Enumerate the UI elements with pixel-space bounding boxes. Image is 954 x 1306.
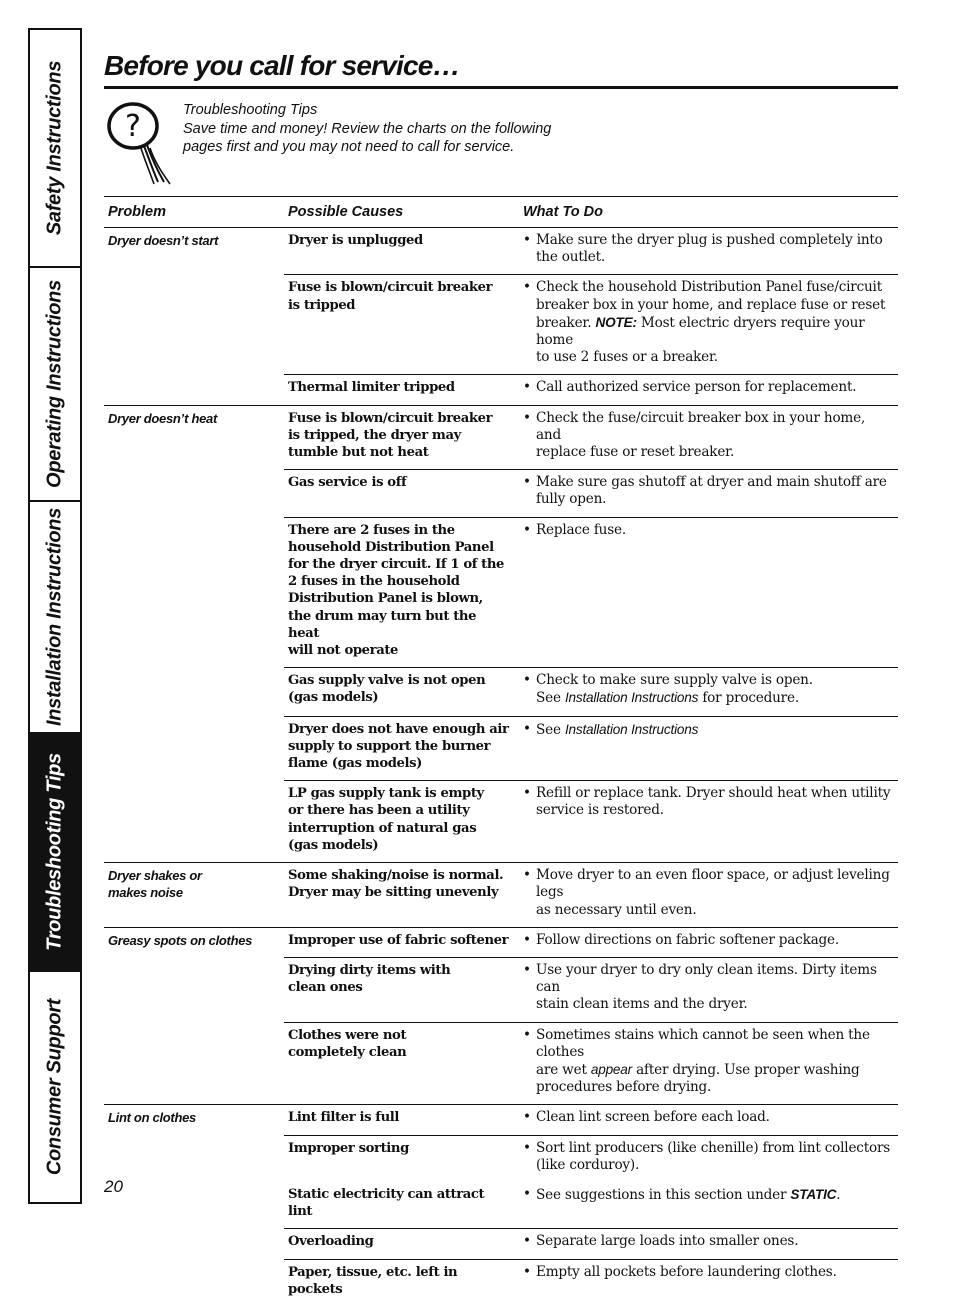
todo-item: • Empty all pockets before laundering clothes. [523, 1264, 892, 1281]
todo-cell [513, 1023, 898, 1105]
tips-line: Save time and money! Review the charts on the following [183, 120, 552, 137]
cause-cell: Gas service is off [288, 475, 407, 491]
problem-label: Dryer doesn’t start [108, 233, 219, 248]
cause-cell: Improper sorting [288, 1140, 409, 1156]
todo-cell [513, 717, 898, 781]
cause-cell: Dryer is unplugged [288, 233, 423, 248]
table-row [284, 1182, 898, 1229]
cause-cell: LP gas supply tank is empty or there has been a utility interruption of natural gas (gas models) [288, 786, 484, 853]
problem-group [104, 928, 898, 1106]
table-row [284, 781, 898, 862]
static-reference: STATIC [790, 1186, 837, 1202]
column-header-problem: Problem [108, 204, 167, 220]
todo-text: after drying. Use proper washing procedures before drying. [536, 1061, 860, 1096]
note-label: NOTE: [595, 314, 637, 330]
todo-item: • Separate large loads into smaller ones. [523, 1233, 892, 1250]
table-row [284, 406, 898, 471]
column-header-causes: Possible Causes [288, 204, 404, 220]
problem-label: Dryer shakes or makes noise [108, 868, 202, 901]
troubleshooting-table [104, 196, 898, 1306]
todo-cell [513, 1182, 898, 1228]
todo-item [523, 279, 892, 366]
emphasis-word: appear [590, 1061, 632, 1077]
todo-text: See suggestions in this section under [536, 1186, 791, 1203]
table-row [284, 668, 898, 716]
manual-reference: Installation Instructions [564, 721, 699, 737]
todo-text: . [836, 1186, 841, 1203]
tips-line: pages first and you may not need to call for service. [183, 139, 515, 155]
table-header [104, 197, 898, 228]
todo-text: See [536, 721, 565, 738]
problem-label: Greasy spots on clothes [108, 932, 253, 948]
todo-cell [513, 668, 898, 715]
todo-item [523, 1027, 892, 1097]
title-divider [104, 86, 898, 89]
cause-cell: Static electricity can attract lint [288, 1186, 485, 1220]
todo-item: • Refill or replace tank. Dryer should heat when utility service is restored. [523, 785, 892, 819]
tips-intro [183, 101, 551, 157]
tab-label: Installation Instructions [43, 507, 66, 727]
todo-item: • Follow directions on fabric softener package. [523, 932, 892, 949]
cause-cell: Overloading [288, 1234, 374, 1250]
todo-cell [513, 518, 898, 668]
todo-cell [513, 275, 898, 374]
todo-cell [513, 863, 898, 927]
table-row [284, 1229, 898, 1259]
problem-group [104, 406, 898, 863]
problem-group [104, 1105, 898, 1306]
todo-text: for procedure. [698, 690, 799, 707]
todo-item: • Move dryer to an even floor space, or adjust leveling legs as necessary until even. [523, 867, 892, 919]
cause-cell: Gas supply valve is not open (gas models) [288, 673, 486, 706]
todo-item: • Sort lint producers (like chenille) from lint collectors (like corduroy). [523, 1140, 892, 1174]
todo-cell [513, 928, 898, 957]
todo-cell [513, 1136, 898, 1182]
todo-cell [513, 958, 898, 1022]
tab-operating-instructions[interactable] [30, 268, 80, 502]
tips-heading: Troubleshooting Tips [183, 102, 318, 118]
table-row [284, 1136, 898, 1182]
table-row [284, 863, 898, 927]
table-row [284, 717, 898, 782]
manual-reference: Installation Instructions [564, 690, 699, 706]
cause-cell: Drying dirty items with clean ones [288, 962, 451, 996]
todo-cell [513, 781, 898, 862]
table-row [284, 228, 898, 275]
todo-cell [513, 375, 898, 404]
column-header-todo: What To Do [523, 204, 603, 220]
problem-label: Dryer doesn’t heat [108, 410, 217, 426]
problem-label: Lint on clothes [108, 1110, 196, 1126]
todo-item [523, 721, 892, 739]
table-row [284, 518, 898, 669]
tab-label: Consumer Support [43, 998, 66, 1176]
tab-label: Safety Instructions [43, 60, 66, 236]
todo-item: • Check the fuse/circuit breaker box in your home, and replace fuse or reset breaker. [523, 410, 892, 462]
cause-cell: There are 2 fuses in the household Distribution Panel for the dryer circuit. If 1 of the 2 fuses in the household Distribution Panel is blown, the drum may turn but the heat will not operate [288, 522, 505, 659]
tab-label: Operating Instructions [43, 280, 66, 488]
cause-cell: Fuse is blown/circuit breaker is tripped, the dryer may tumble but not heat [288, 410, 493, 461]
table-row [284, 1105, 898, 1135]
table-row [284, 375, 898, 404]
table-row [284, 275, 898, 375]
tab-troubleshooting-tips[interactable] [30, 734, 80, 972]
table-row [284, 1023, 898, 1105]
todo-cell [513, 470, 898, 516]
cause-cell: Dryer does not have enough air supply to support the burner flame (gas models) [288, 721, 509, 772]
todo-text: Check to make sure supply valve is open. See [536, 672, 813, 707]
cause-cell: Thermal limiter tripped [288, 380, 455, 396]
table-row [284, 470, 898, 517]
tab-consumer-support[interactable] [30, 972, 80, 1202]
cause-cell: Fuse is blown/circuit breaker is tripped [288, 280, 493, 313]
todo-item: • Clean lint screen before each load. [523, 1109, 892, 1126]
page-title: Before you call for service… [104, 50, 460, 81]
todo-cell [513, 406, 898, 470]
todo-cell [513, 1105, 898, 1134]
todo-text: Sometimes stains which cannot be seen when the clothes are wet [536, 1026, 870, 1078]
todo-text: Check the household Distribution Panel fuse/circuit breaker box in your home, and replace fuse or reset breaker. [536, 279, 886, 331]
todo-item: • Make sure gas shutoff at dryer and main shutoff are fully open. [523, 474, 892, 508]
table-row [284, 928, 898, 958]
todo-cell [513, 1229, 898, 1258]
todo-item: • Use your dryer to dry only clean items. Dirty items can stain clean items and the dryer. [523, 962, 892, 1014]
page-number: 20 [104, 1177, 123, 1196]
table-row [284, 1260, 898, 1306]
todo-item [523, 1186, 892, 1204]
cause-cell: Clothes were not completely clean [288, 1027, 407, 1060]
question-tag-icon [104, 98, 176, 190]
tab-installation-instructions[interactable] [30, 502, 80, 734]
svg-text:?: ? [125, 109, 141, 144]
tab-safety-instructions[interactable] [30, 30, 80, 268]
todo-item: • Replace fuse. [523, 522, 892, 539]
cause-cell: Some shaking/noise is normal. Dryer may be sitting unevenly [288, 868, 504, 901]
todo-text: Most electric dryers require your home to use 2 fuses or a breaker. [536, 314, 865, 366]
cause-cell: Lint filter is full [288, 1110, 399, 1126]
todo-cell [513, 1260, 898, 1306]
section-tabs [28, 28, 82, 1204]
todo-item: • Call authorized service person for replacement. [523, 379, 892, 396]
todo-cell [513, 228, 898, 274]
problem-group [104, 228, 898, 406]
tab-label: Troubleshooting Tips [43, 753, 66, 951]
cause-cell: Paper, tissue, etc. left in pockets [288, 1264, 458, 1297]
todo-item: • Make sure the dryer plug is pushed completely into the outlet. [523, 232, 892, 266]
problem-group [104, 863, 898, 928]
table-row [284, 958, 898, 1023]
cause-cell: Improper use of fabric softener [288, 932, 509, 948]
todo-item [523, 672, 892, 707]
